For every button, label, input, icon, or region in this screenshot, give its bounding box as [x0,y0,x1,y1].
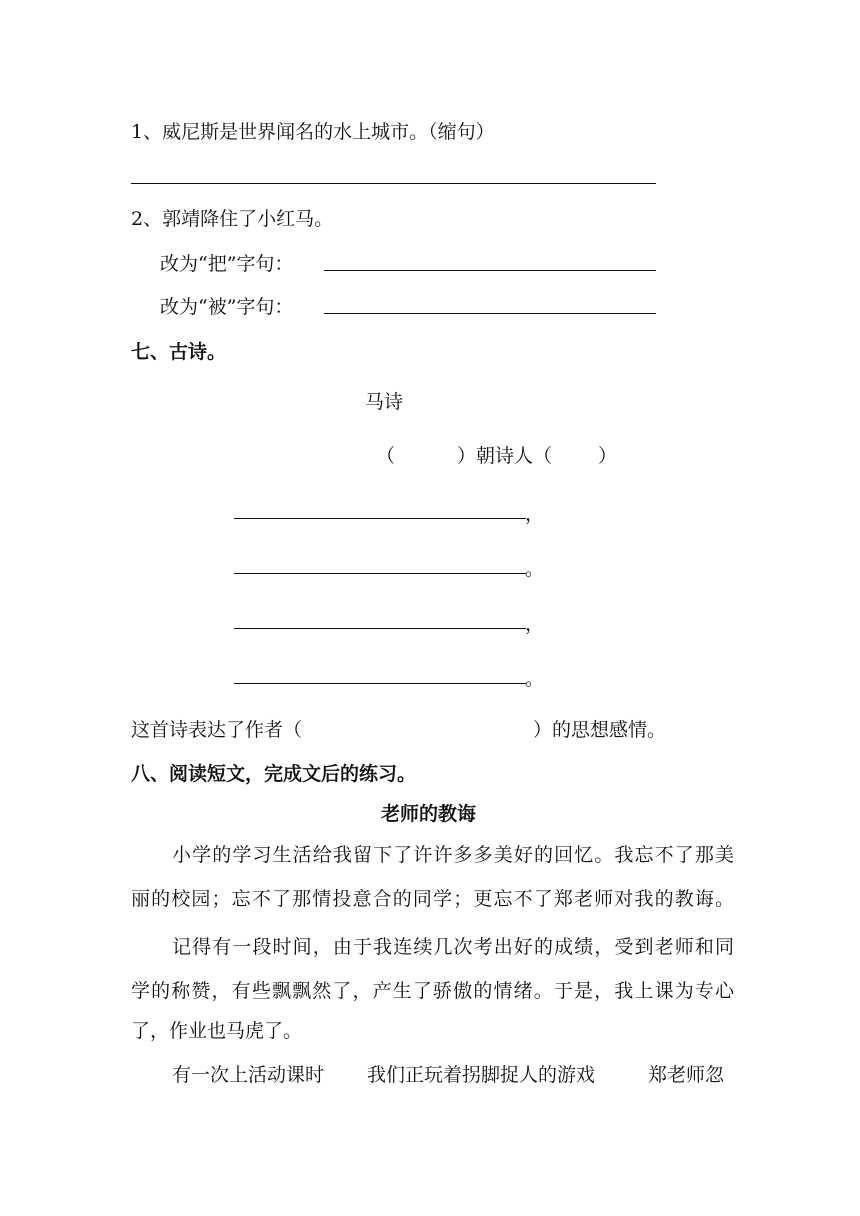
poem-line-4-punct: 。 [525,668,545,690]
article-title: 老师的教诲 [381,803,477,825]
poem-line-3-punct: ， [525,613,545,635]
question-1: 1、威尼斯是世界闻名的水上城市。（缩句） [131,121,495,143]
dynasty-open-paren: （ [376,445,396,467]
section-7-heading: 七、古诗。 [131,341,227,363]
poem-line-2-punct: 。 [525,558,545,580]
paragraph-line: 了，作业也马虎了。 [131,1020,303,1042]
section-8-heading: 八、阅读短文，完成文后的练习。 [131,763,417,785]
feeling-suffix: ）的思想感情。 [533,719,667,741]
paragraph-line: 丽的校园；忘不了那情投意合的同学；更忘不了郑老师对我的教诲。 [131,888,734,910]
question-2: 2、郭靖降住了小红马。 [131,208,334,230]
ba-sentence-label: 改为“把”字句： [160,253,294,275]
poem-title: 马诗 [365,391,404,413]
poet-close-paren: ） [598,445,618,467]
feeling-prefix: 这首诗表达了作者（ [131,719,303,741]
paragraph-line: 记得有一段时间，由于我连续几次考出好的成绩，受到老师和同 [172,936,734,958]
poem-line-1 [234,518,526,519]
poem-line-4 [234,683,526,684]
poem-line-3 [234,628,526,629]
bei-answer-line [324,313,656,314]
ba-answer-line [324,270,656,271]
paragraph-fragment: 有一次上活动课时 [172,1064,325,1086]
paragraph-line: 学的称赞，有些飘飘然了，产生了骄傲的情绪。于是，我上课为专心 [131,980,734,1002]
answer-line-1 [131,183,656,184]
poem-line-1-punct: ， [525,503,545,525]
paragraph-fragment: 我们正玩着拐脚捉人的游戏 [367,1064,596,1086]
bei-sentence-label: 改为“被”字句： [160,296,294,318]
paragraph-line: 小学的学习生活给我留下了许许多多美好的回忆。我忘不了那美 [172,844,734,866]
dynasty-poet-label: ）朝诗人（ [457,445,553,467]
paragraph-fragment: 郑老师忽 [648,1064,725,1086]
poem-line-2 [234,573,526,574]
